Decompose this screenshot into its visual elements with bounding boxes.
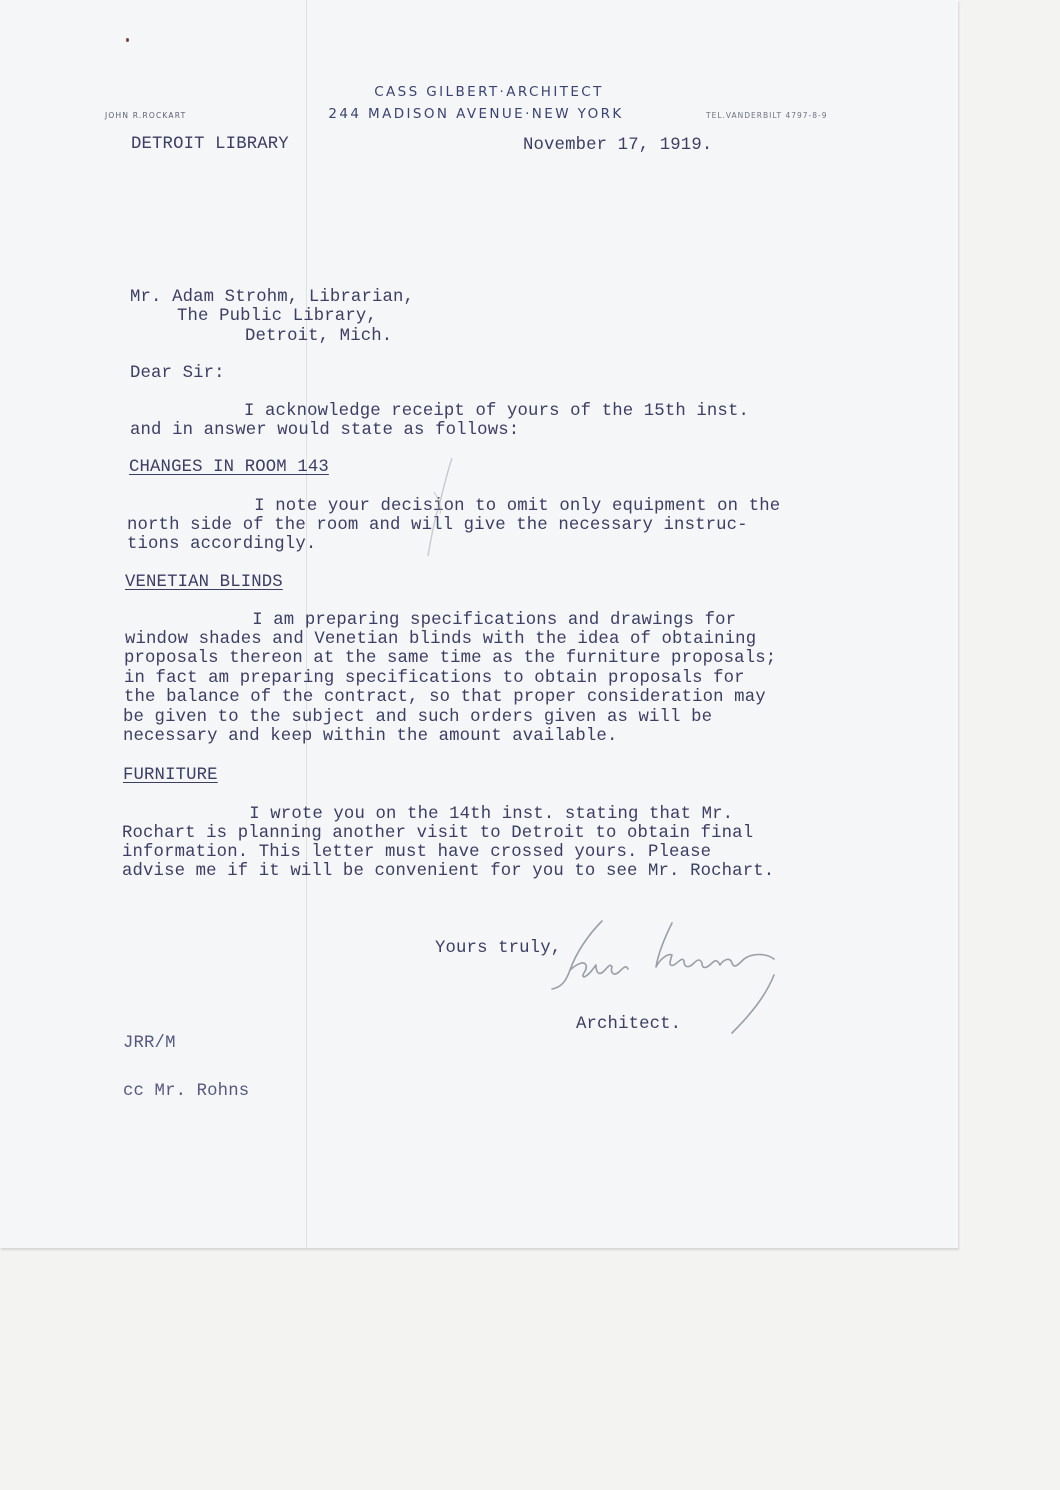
- letter-date: November 17, 1919.: [523, 136, 713, 155]
- signer-title: Architect.: [576, 1015, 682, 1034]
- letterhead-phone: TEL.VANDERBILT 4797-8-9: [706, 111, 828, 120]
- section-body-line: necessary and keep within the amount available.: [123, 727, 618, 746]
- salutation: Dear Sir:: [130, 364, 225, 383]
- project-reference: DETROIT LIBRARY: [131, 135, 289, 154]
- letterhead-associate-name: JOHN R.ROCKART: [105, 111, 187, 120]
- section-body-line: information. This letter must have crossed yours. Please: [122, 843, 712, 862]
- section-heading: CHANGES IN ROOM 143: [129, 458, 329, 477]
- section-heading: FURNITURE: [123, 766, 218, 785]
- typist-initials: JRR/M: [123, 1034, 176, 1053]
- recipient-line-2: The Public Library,: [177, 307, 377, 326]
- section-body-line: window shades and Venetian blinds with the idea of obtaining: [125, 630, 757, 649]
- section-heading: VENETIAN BLINDS: [125, 573, 283, 592]
- intro-line-2: and in answer would state as follows:: [130, 421, 520, 440]
- section-body-line: tions accordingly.: [127, 535, 317, 554]
- complimentary-close: Yours truly,: [435, 939, 562, 958]
- section-body-line: I note your decision to omit only equipment on the: [128, 497, 781, 516]
- carbon-copy-note: cc Mr. Rohns: [123, 1082, 250, 1101]
- recipient-line-1: Mr. Adam Strohm, Librarian,: [130, 288, 415, 307]
- section-body-line: the balance of the contract, so that proper consideration may: [124, 688, 766, 707]
- letterhead-address: 244 MADISON AVENUE·NEW YORK: [328, 106, 624, 122]
- section-body-line: north side of the room and will give the necessary instruc-: [127, 516, 748, 535]
- section-body-line: proposals thereon at the same time as the furniture proposals;: [124, 649, 777, 668]
- pencil-annotation-mark: [400, 452, 470, 562]
- intro-line-1: I acknowledge receipt of yours of the 15th inst.: [244, 402, 749, 421]
- section-body-line: I am preparing specifications and drawings for: [126, 611, 737, 630]
- recipient-line-3: Detroit, Mich.: [245, 327, 393, 346]
- section-body-line: be given to the subject and such orders given as will be: [123, 708, 713, 727]
- section-body-line: advise me if it will be convenient for you to see Mr. Rochart.: [122, 862, 775, 881]
- section-body-line: I wrote you on the 14th inst. stating that Mr.: [123, 805, 734, 824]
- letterhead-firm-name: CASS GILBERT·ARCHITECT: [374, 84, 604, 100]
- section-body-line: in fact am preparing specifications to obtain proposals for: [124, 669, 745, 688]
- paper-blemish: [126, 38, 129, 42]
- section-body-line: Rochart is planning another visit to Detroit to obtain final: [122, 824, 754, 843]
